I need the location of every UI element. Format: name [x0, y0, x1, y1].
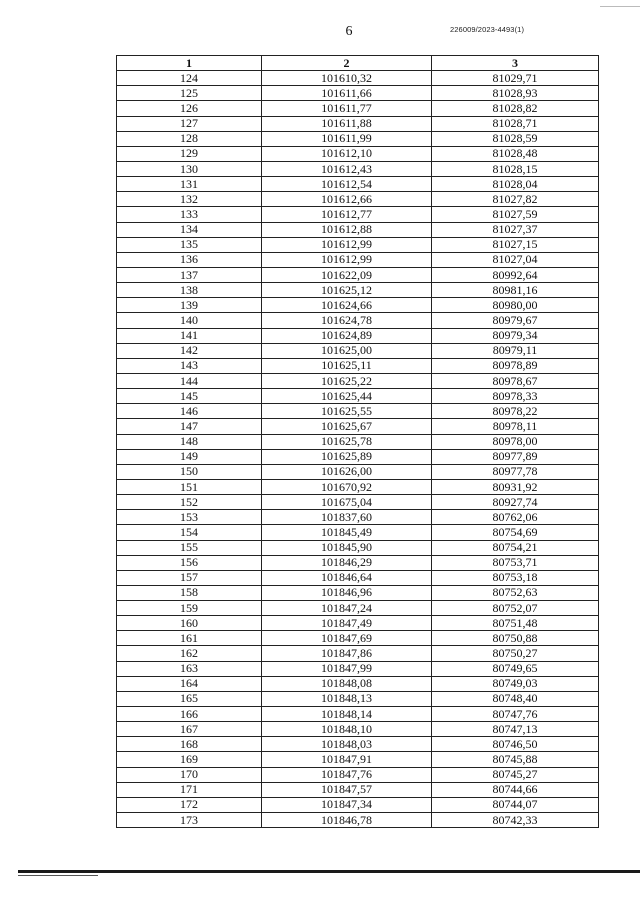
table-cell-col-2: 101847,86 [262, 646, 432, 661]
table-cell-col-3: 80754,69 [432, 525, 599, 540]
table-cell-col-3: 80979,67 [432, 313, 599, 328]
table-cell-col-3: 80744,66 [432, 782, 599, 797]
table-cell-col-3: 80750,88 [432, 631, 599, 646]
table-cell-col-3: 80931,92 [432, 479, 599, 494]
table-cell-col-1: 139 [117, 298, 262, 313]
table-cell-col-2: 101611,77 [262, 101, 432, 116]
table-cell-col-3: 81028,59 [432, 131, 599, 146]
table-row [117, 676, 599, 691]
table-cell-col-1: 167 [117, 722, 262, 737]
table-cell-col-3: 81028,15 [432, 161, 599, 176]
table-cell-col-3: 80742,33 [432, 813, 599, 828]
table-row [117, 767, 599, 782]
table-row [117, 782, 599, 797]
table-row [117, 328, 599, 343]
table-cell-col-1: 144 [117, 373, 262, 388]
table-cell-col-2: 101848,14 [262, 707, 432, 722]
table-header-row [117, 56, 599, 71]
table-cell-col-3: 80979,11 [432, 343, 599, 358]
table-cell-col-3: 80745,27 [432, 767, 599, 782]
table-cell-col-2: 101848,10 [262, 722, 432, 737]
table-cell-col-3: 80978,67 [432, 373, 599, 388]
table-cell-col-2: 101847,49 [262, 616, 432, 631]
table-cell-col-2: 101847,76 [262, 767, 432, 782]
table-cell-col-3: 80746,50 [432, 737, 599, 752]
table-cell-col-2: 101625,12 [262, 283, 432, 298]
table-cell-col-1: 143 [117, 358, 262, 373]
table-cell-col-1: 165 [117, 691, 262, 706]
table-cell-col-3: 80978,11 [432, 419, 599, 434]
table-cell-col-3: 80978,33 [432, 389, 599, 404]
table-cell-col-2: 101847,91 [262, 752, 432, 767]
table-cell-col-1: 138 [117, 283, 262, 298]
table-cell-col-1: 146 [117, 404, 262, 419]
table-cell-col-2: 101612,99 [262, 252, 432, 267]
table-cell-col-3: 80753,71 [432, 555, 599, 570]
table-cell-col-3: 80752,07 [432, 601, 599, 616]
table-cell-col-1: 136 [117, 252, 262, 267]
table-cell-col-1: 134 [117, 222, 262, 237]
table-row [117, 616, 599, 631]
table-row [117, 389, 599, 404]
table-cell-col-1: 141 [117, 328, 262, 343]
table-cell-col-3: 81027,82 [432, 192, 599, 207]
table-cell-col-3: 80752,63 [432, 585, 599, 600]
table-cell-col-1: 163 [117, 661, 262, 676]
table-cell-col-2: 101848,03 [262, 737, 432, 752]
table-cell-col-3: 80744,07 [432, 797, 599, 812]
table-cell-col-3: 80978,89 [432, 358, 599, 373]
table-cell-col-1: 124 [117, 71, 262, 86]
table-cell-col-3: 80980,00 [432, 298, 599, 313]
table-cell-col-1: 156 [117, 555, 262, 570]
column-header-3: 3 [432, 56, 599, 71]
table-cell-col-1: 172 [117, 797, 262, 812]
table-cell-col-2: 101847,99 [262, 661, 432, 676]
table-cell-col-3: 81027,15 [432, 237, 599, 252]
table-cell-col-3: 81028,93 [432, 86, 599, 101]
table-cell-col-1: 158 [117, 585, 262, 600]
table-cell-col-3: 81028,71 [432, 116, 599, 131]
table-cell-col-2: 101625,55 [262, 404, 432, 419]
table-cell-col-3: 80745,88 [432, 752, 599, 767]
table-cell-col-3: 80992,64 [432, 267, 599, 282]
table-cell-col-1: 150 [117, 464, 262, 479]
table-cell-col-2: 101846,96 [262, 585, 432, 600]
table-cell-col-3: 80977,78 [432, 464, 599, 479]
table-row [117, 752, 599, 767]
table-cell-col-2: 101848,08 [262, 676, 432, 691]
table-row [117, 146, 599, 161]
table-row [117, 449, 599, 464]
table-cell-col-2: 101612,54 [262, 177, 432, 192]
table-row [117, 298, 599, 313]
table-cell-col-2: 101624,89 [262, 328, 432, 343]
table-cell-col-2: 101625,89 [262, 449, 432, 464]
table-row [117, 207, 599, 222]
table-cell-col-2: 101612,10 [262, 146, 432, 161]
corner-mark [600, 6, 640, 7]
table-cell-col-1: 154 [117, 525, 262, 540]
table-cell-col-1: 128 [117, 131, 262, 146]
table-row [117, 419, 599, 434]
table-cell-col-1: 133 [117, 207, 262, 222]
table-cell-col-2: 101611,88 [262, 116, 432, 131]
table-cell-col-3: 81027,04 [432, 252, 599, 267]
table-cell-col-3: 80977,89 [432, 449, 599, 464]
table-row [117, 71, 599, 86]
table-cell-col-2: 101846,78 [262, 813, 432, 828]
table-cell-col-2: 101847,24 [262, 601, 432, 616]
table-row [117, 252, 599, 267]
table-cell-col-2: 101611,99 [262, 131, 432, 146]
table-row [117, 540, 599, 555]
table-cell-col-1: 137 [117, 267, 262, 282]
table-cell-col-3: 80750,27 [432, 646, 599, 661]
table-row [117, 813, 599, 828]
table-cell-col-1: 155 [117, 540, 262, 555]
table-cell-col-1: 151 [117, 479, 262, 494]
table-row [117, 313, 599, 328]
table-row [117, 525, 599, 540]
table-row [117, 222, 599, 237]
table-row [117, 343, 599, 358]
table-cell-col-1: 147 [117, 419, 262, 434]
table-cell-col-3: 80749,03 [432, 676, 599, 691]
table-cell-col-3: 80754,21 [432, 540, 599, 555]
table-cell-col-1: 131 [117, 177, 262, 192]
table-cell-col-2: 101611,66 [262, 86, 432, 101]
table-row [117, 691, 599, 706]
table-cell-col-2: 101612,43 [262, 161, 432, 176]
table-row [117, 358, 599, 373]
table-row [117, 434, 599, 449]
table-cell-col-2: 101837,60 [262, 510, 432, 525]
table-cell-col-2: 101612,99 [262, 237, 432, 252]
table-cell-col-2: 101846,29 [262, 555, 432, 570]
table-cell-col-2: 101625,44 [262, 389, 432, 404]
table-cell-col-1: 152 [117, 495, 262, 510]
footer-rule [18, 870, 640, 873]
table-cell-col-2: 101625,67 [262, 419, 432, 434]
table-row [117, 237, 599, 252]
table-cell-col-2: 101625,78 [262, 434, 432, 449]
table-cell-col-3: 80748,40 [432, 691, 599, 706]
table-cell-col-3: 81029,71 [432, 71, 599, 86]
table-cell-col-1: 125 [117, 86, 262, 101]
table-cell-col-3: 80753,18 [432, 570, 599, 585]
table-cell-col-1: 162 [117, 646, 262, 661]
table-cell-col-3: 81028,04 [432, 177, 599, 192]
table-row [117, 192, 599, 207]
column-header-1: 1 [117, 56, 262, 71]
table-cell-col-2: 101612,77 [262, 207, 432, 222]
table-cell-col-3: 80747,76 [432, 707, 599, 722]
table-row [117, 373, 599, 388]
table-cell-col-1: 153 [117, 510, 262, 525]
table-row [117, 631, 599, 646]
table-cell-col-3: 80978,22 [432, 404, 599, 419]
table-cell-col-1: 169 [117, 752, 262, 767]
table-cell-col-3: 80751,48 [432, 616, 599, 631]
table-cell-col-1: 148 [117, 434, 262, 449]
table-cell-col-2: 101610,32 [262, 71, 432, 86]
table-cell-col-2: 101612,66 [262, 192, 432, 207]
table-cell-col-1: 135 [117, 237, 262, 252]
table-cell-col-1: 171 [117, 782, 262, 797]
coordinates-table-container [116, 55, 598, 828]
coordinates-table [116, 55, 599, 828]
table-row [117, 555, 599, 570]
table-cell-col-1: 140 [117, 313, 262, 328]
footer-rule-thin [18, 875, 98, 876]
table-cell-col-3: 80747,13 [432, 722, 599, 737]
table-cell-col-1: 142 [117, 343, 262, 358]
table-row [117, 510, 599, 525]
table-cell-col-1: 132 [117, 192, 262, 207]
table-cell-col-2: 101847,57 [262, 782, 432, 797]
table-cell-col-3: 80979,34 [432, 328, 599, 343]
table-cell-col-1: 126 [117, 101, 262, 116]
table-cell-col-1: 149 [117, 449, 262, 464]
table-cell-col-2: 101625,22 [262, 373, 432, 388]
table-row [117, 131, 599, 146]
table-cell-col-2: 101624,66 [262, 298, 432, 313]
table-row [117, 101, 599, 116]
table-cell-col-1: 145 [117, 389, 262, 404]
table-row [117, 737, 599, 752]
table-row [117, 283, 599, 298]
table-cell-col-3: 81028,82 [432, 101, 599, 116]
table-cell-col-2: 101675,04 [262, 495, 432, 510]
table-cell-col-3: 80981,16 [432, 283, 599, 298]
table-row [117, 116, 599, 131]
table-row [117, 646, 599, 661]
table-cell-col-2: 101612,88 [262, 222, 432, 237]
table-row [117, 86, 599, 101]
table-cell-col-3: 80762,06 [432, 510, 599, 525]
table-cell-col-1: 166 [117, 707, 262, 722]
table-cell-col-2: 101626,00 [262, 464, 432, 479]
table-cell-col-1: 157 [117, 570, 262, 585]
table-cell-col-2: 101847,69 [262, 631, 432, 646]
column-header-2: 2 [262, 56, 432, 71]
table-cell-col-1: 170 [117, 767, 262, 782]
document-code: 226009/2023-4493(1) [450, 25, 525, 34]
table-row [117, 161, 599, 176]
page-number: 6 [345, 24, 353, 39]
table-cell-col-2: 101845,90 [262, 540, 432, 555]
table-row [117, 601, 599, 616]
table-cell-col-3: 81027,37 [432, 222, 599, 237]
table-cell-col-2: 101670,92 [262, 479, 432, 494]
table-row [117, 722, 599, 737]
table-cell-col-2: 101845,49 [262, 525, 432, 540]
table-cell-col-3: 81028,48 [432, 146, 599, 161]
table-row [117, 464, 599, 479]
table-cell-col-3: 80927,74 [432, 495, 599, 510]
table-row [117, 707, 599, 722]
table-row [117, 570, 599, 585]
table-row [117, 585, 599, 600]
table-cell-col-1: 160 [117, 616, 262, 631]
table-cell-col-1: 159 [117, 601, 262, 616]
table-cell-col-3: 80749,65 [432, 661, 599, 676]
table-cell-col-1: 129 [117, 146, 262, 161]
table-cell-col-2: 101846,64 [262, 570, 432, 585]
table-cell-col-2: 101624,78 [262, 313, 432, 328]
table-cell-col-1: 168 [117, 737, 262, 752]
table-row [117, 479, 599, 494]
table-cell-col-2: 101625,00 [262, 343, 432, 358]
table-cell-col-2: 101848,13 [262, 691, 432, 706]
table-cell-col-2: 101847,34 [262, 797, 432, 812]
table-row [117, 404, 599, 419]
table-cell-col-3: 81027,59 [432, 207, 599, 222]
table-cell-col-1: 127 [117, 116, 262, 131]
table-row [117, 495, 599, 510]
table-row [117, 661, 599, 676]
table-cell-col-1: 130 [117, 161, 262, 176]
table-body [117, 71, 599, 828]
table-cell-col-1: 164 [117, 676, 262, 691]
table-cell-col-3: 80978,00 [432, 434, 599, 449]
table-cell-col-1: 173 [117, 813, 262, 828]
table-cell-col-1: 161 [117, 631, 262, 646]
table-cell-col-2: 101622,09 [262, 267, 432, 282]
table-cell-col-2: 101625,11 [262, 358, 432, 373]
table-row [117, 267, 599, 282]
table-row [117, 177, 599, 192]
table-row [117, 797, 599, 812]
